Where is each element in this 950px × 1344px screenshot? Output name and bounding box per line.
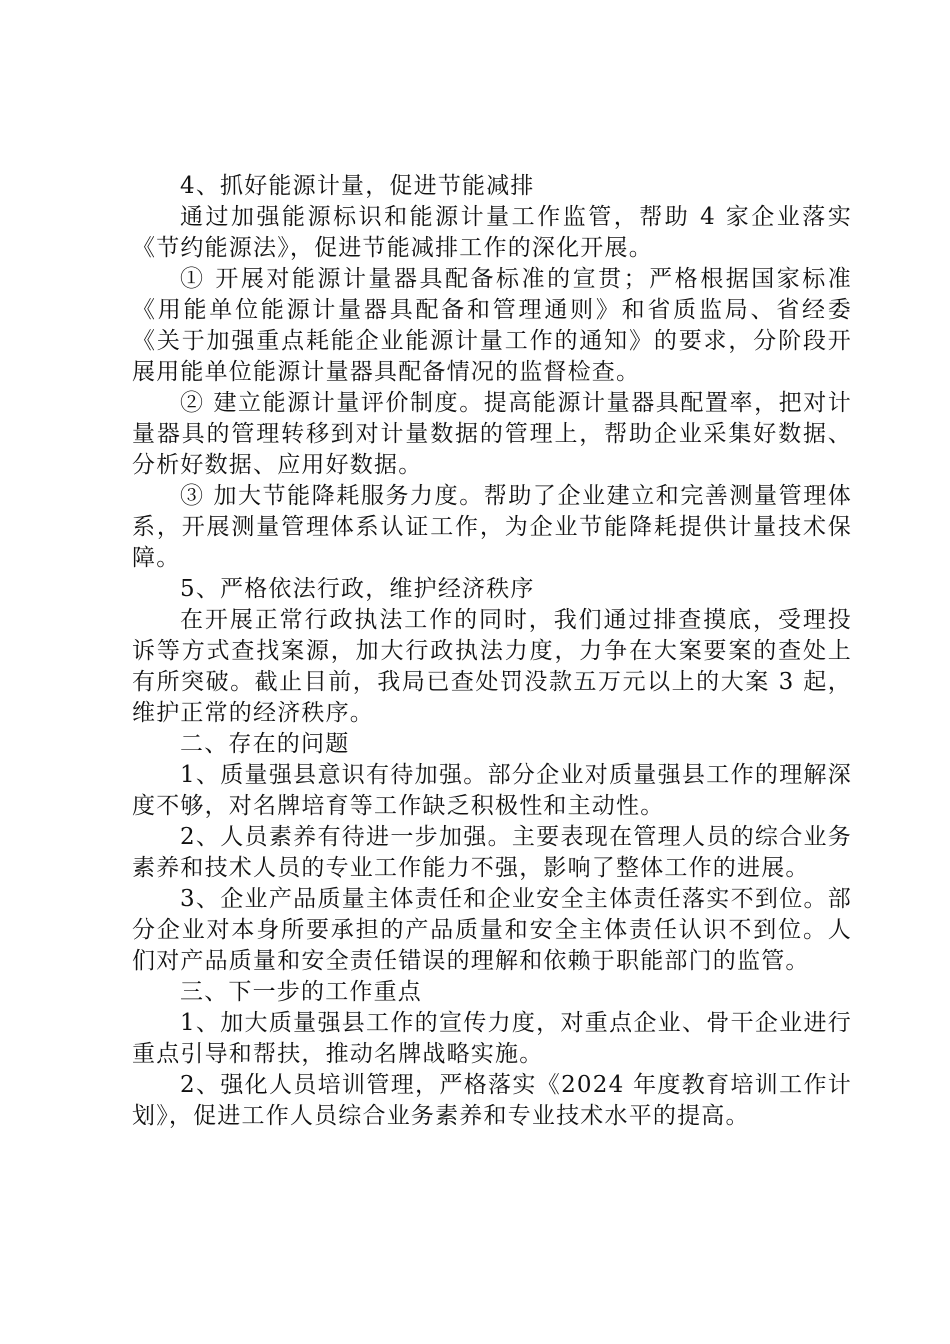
paragraph-item-3: ③ 加大节能降耗服务力度。帮助了企业建立和完善测量管理体系，开展测量管理体系认证工作，为企业节能降耗提供计量技术保障。 xyxy=(132,483,852,571)
section-heading-problems: 二、存在的问题 xyxy=(180,731,350,757)
section-heading-law-enforcement: 5、严格依法行政，维护经济秩序 xyxy=(180,576,535,602)
section-heading-energy-metering: 4、抓好能源计量，促进节能减排 xyxy=(180,173,535,199)
paragraph-next-step-1: 1、加大质量强县工作的宣传力度，对重点企业、骨干企业进行重点引导和帮扶，推动名牌战略实施。 xyxy=(132,1010,852,1067)
paragraph-problem-3: 3、企业产品质量主体责任和企业安全主体责任落实不到位。部分企业对本身所要承担的产品质量和安全主体责任认识不到位。人们对产品质量和安全责任错误的理解和依赖于职能部门的监管。 xyxy=(132,886,852,974)
paragraph-energy-supervision: 通过加强能源标识和能源计量工作监管，帮助 4 家企业落实《节约能源法》，促进节能减排工作的深化开展。 xyxy=(132,204,852,261)
paragraph-problem-1: 1、质量强县意识有待加强。部分企业对质量强县工作的理解深度不够，对名牌培育等工作缺乏积极性和主动性。 xyxy=(132,762,852,819)
paragraph-next-step-2: 2、强化人员培训管理，严格落实《2024 年度教育培训工作计划》，促进工作人员综合业务素养和专业技术水平的提高。 xyxy=(132,1072,852,1129)
paragraph-item-2: ② 建立能源计量评价制度。提高能源计量器具配置率，把对计量器具的管理转移到对计量数据的管理上，帮助企业采集好数据、分析好数据、应用好数据。 xyxy=(132,390,852,478)
section-heading-next-steps: 三、下一步的工作重点 xyxy=(180,979,422,1005)
document-body xyxy=(132,171,852,1132)
paragraph-law-enforcement: 在开展正常行政执法工作的同时，我们通过排查摸底，受理投诉等方式查找案源，加大行政执法力度，力争在大案要案的查处上有所突破。截止目前，我局已查处罚没款五万元以上的大案 3 起，维护正常的经济秩序。 xyxy=(132,607,852,726)
paragraph-problem-2: 2、人员素养有待进一步加强。主要表现在管理人员的综合业务素养和技术人员的专业工作能力不强，影响了整体工作的进展。 xyxy=(132,824,852,881)
paragraph-item-1: ① 开展对能源计量器具配备标准的宣贯；严格根据国家标准《用能单位能源计量器具配备和管理通则》和省质监局、省经委《关于加强重点耗能企业能源计量工作的通知》的要求，分阶段开展用能单位能源计量器具配备情况的监督检查。 xyxy=(132,266,852,385)
